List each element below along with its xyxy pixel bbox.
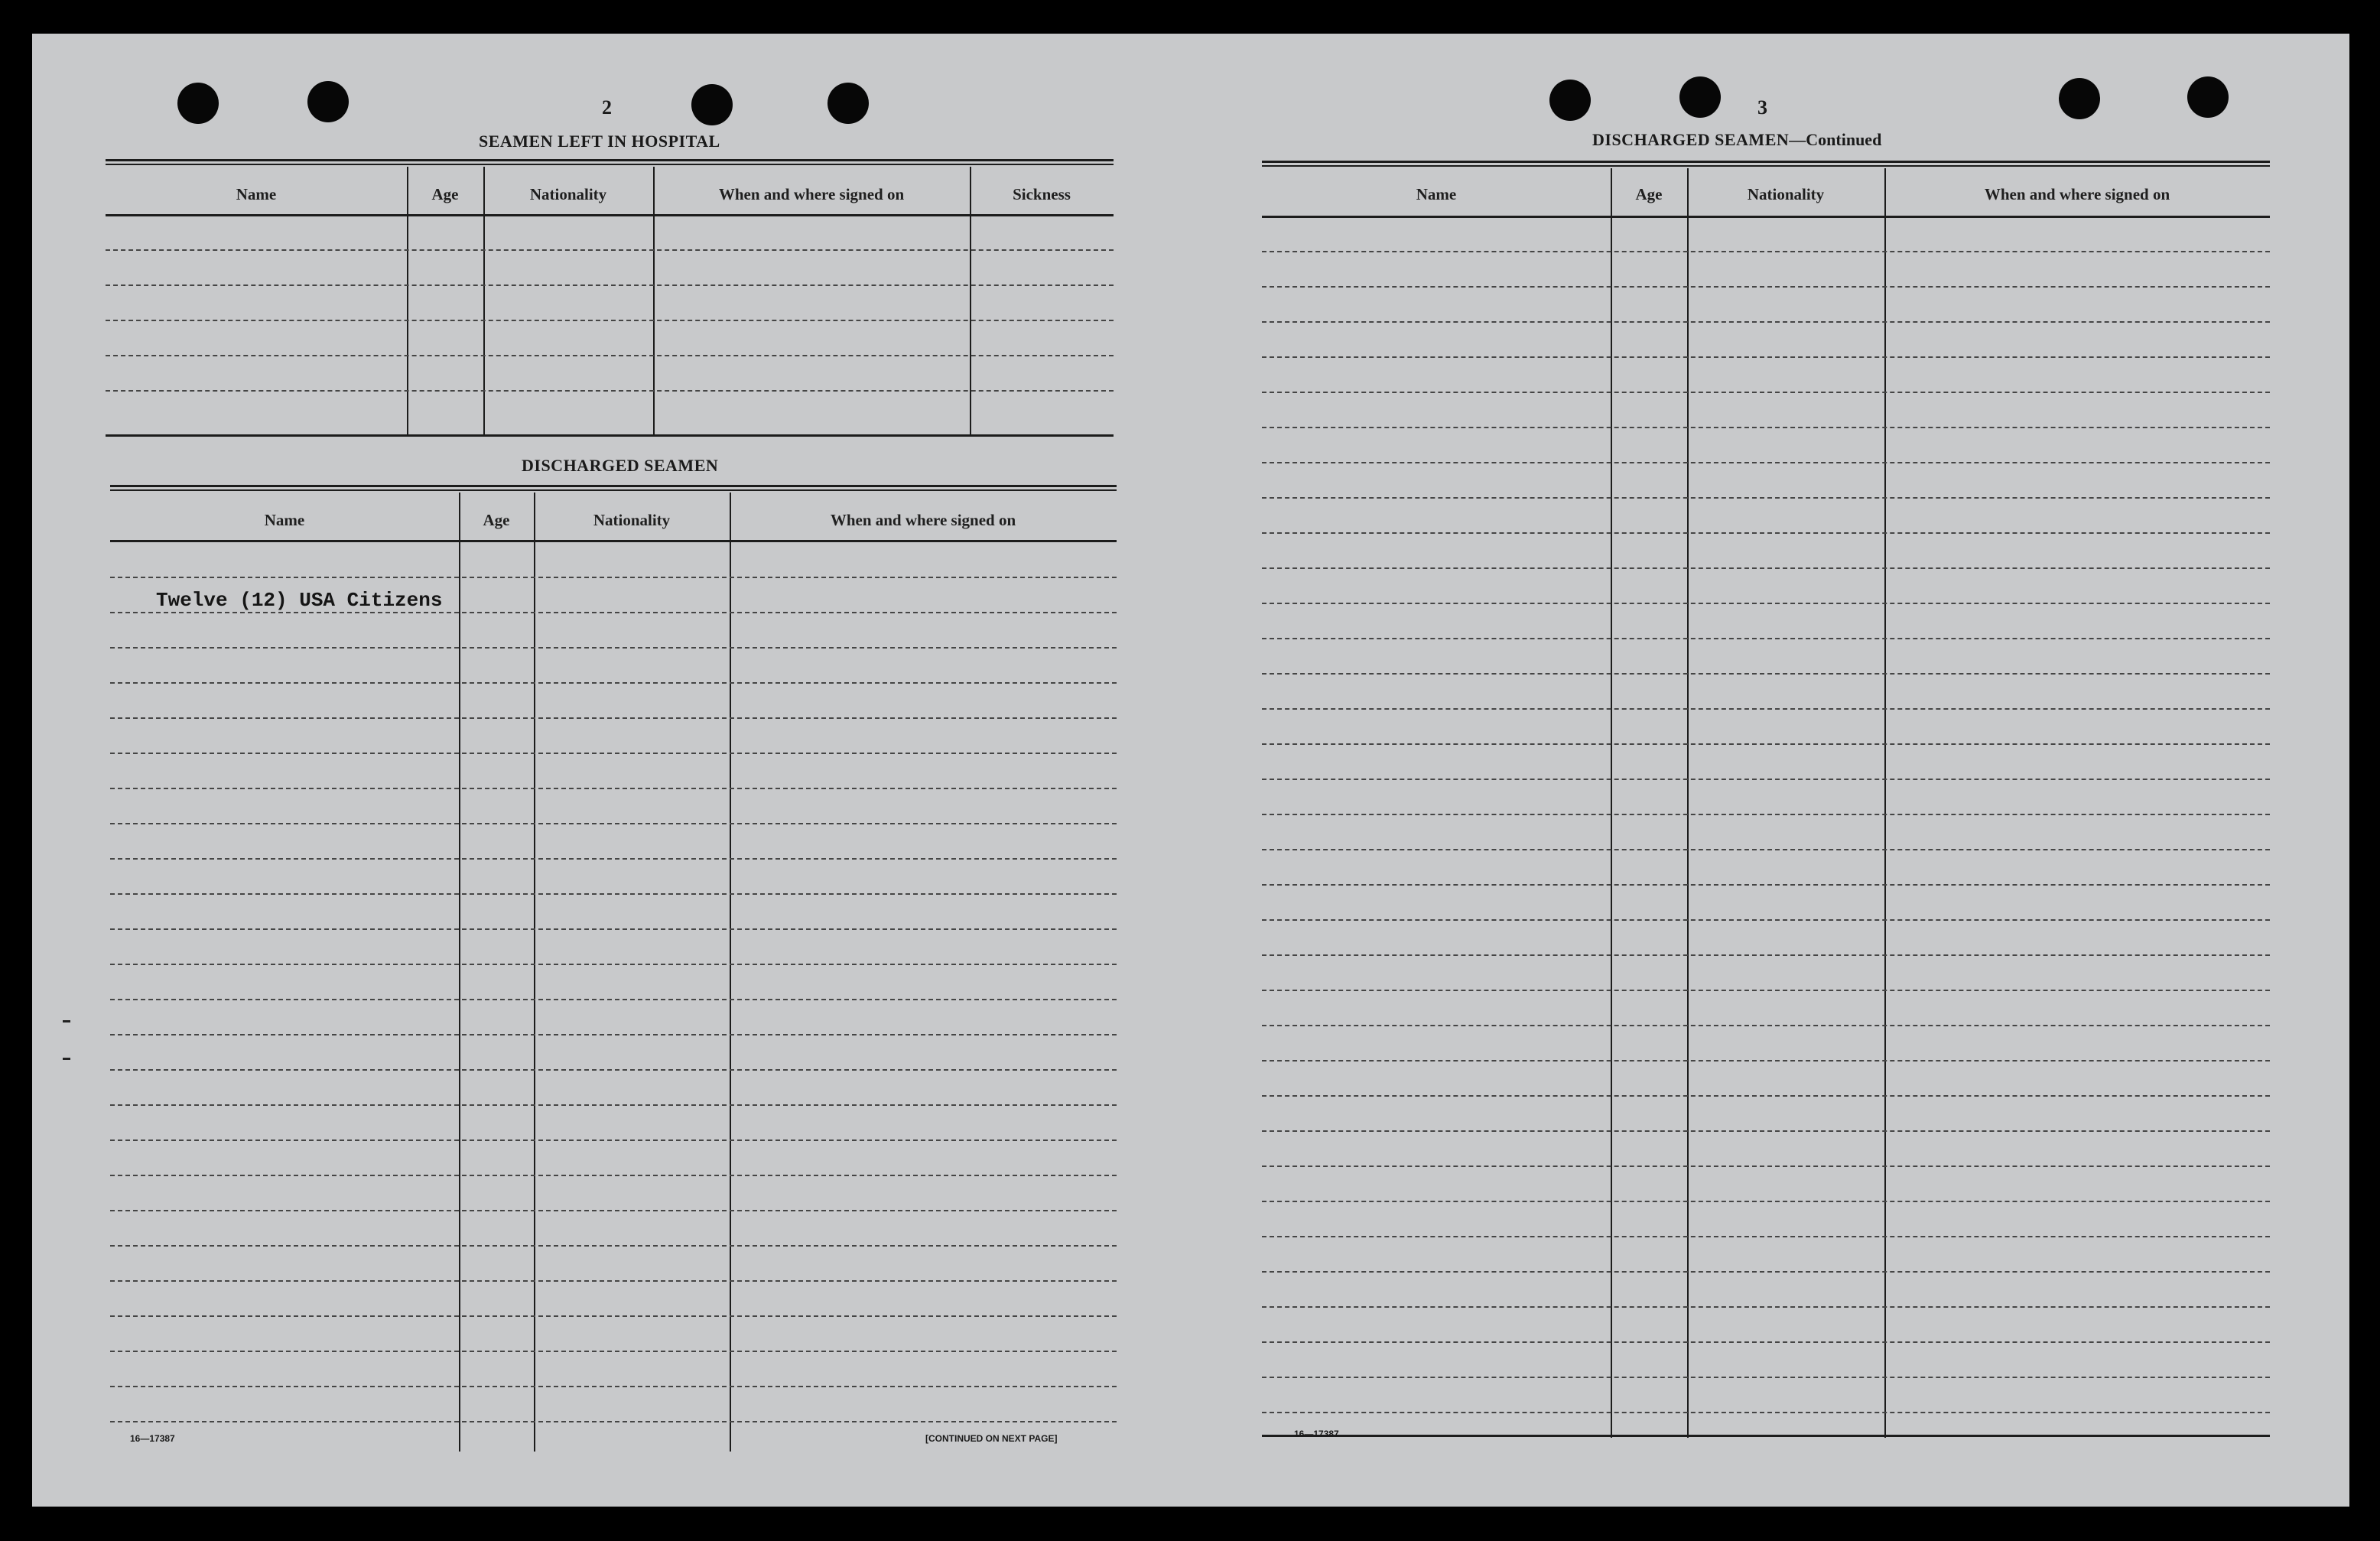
col-header-name: Name [236, 185, 277, 203]
col-header-name: Name [1416, 185, 1457, 203]
page-number-left: 2 [602, 96, 612, 119]
punch-hole [177, 83, 219, 124]
punch-hole [1679, 76, 1721, 118]
col-header-signed-on: When and where signed on [1984, 185, 2170, 203]
col-header-age: Age [431, 185, 459, 203]
col-header-name: Name [264, 511, 305, 529]
col-header-sickness: Sickness [1013, 185, 1071, 203]
punch-hole [307, 81, 349, 122]
col-header-age: Age [483, 511, 510, 529]
col-header-nationality: Nationality [593, 511, 671, 529]
punch-hole [2187, 76, 2229, 118]
discharged-continued-title [1592, 130, 1881, 150]
col-header-age: Age [1635, 185, 1663, 203]
punch-hole [691, 84, 733, 125]
continued-suffix: —Continued [1789, 130, 1882, 149]
form-number-right: 16—17387 [1294, 1429, 1339, 1439]
discharged-row-name: Twelve (12) USA Citizens [156, 589, 443, 612]
document-sheet [32, 34, 2349, 1507]
hospital-section-title: SEAMEN LEFT IN HOSPITAL [479, 132, 720, 151]
punch-hole [2059, 78, 2100, 119]
col-header-nationality: Nationality [1747, 185, 1825, 203]
punch-hole [1549, 80, 1591, 121]
col-header-nationality: Nationality [529, 185, 607, 203]
form-number-left: 16—17387 [130, 1433, 175, 1444]
hospital-table [106, 159, 1114, 436]
discharged-continued-table [1262, 161, 2270, 1448]
continued-note: [CONTINUED ON NEXT PAGE] [925, 1433, 1058, 1444]
discharged-table [110, 485, 1117, 1453]
punch-hole [827, 83, 869, 124]
col-header-signed-on: When and where signed on [718, 185, 905, 203]
discharged-continued-title-main: DISCHARGED SEAMEN [1592, 130, 1790, 149]
edge-mark [63, 1020, 70, 1060]
discharged-section-title: DISCHARGED SEAMEN [522, 456, 719, 475]
page-number-right: 3 [1757, 96, 1767, 119]
col-header-signed-on: When and where signed on [830, 511, 1016, 529]
